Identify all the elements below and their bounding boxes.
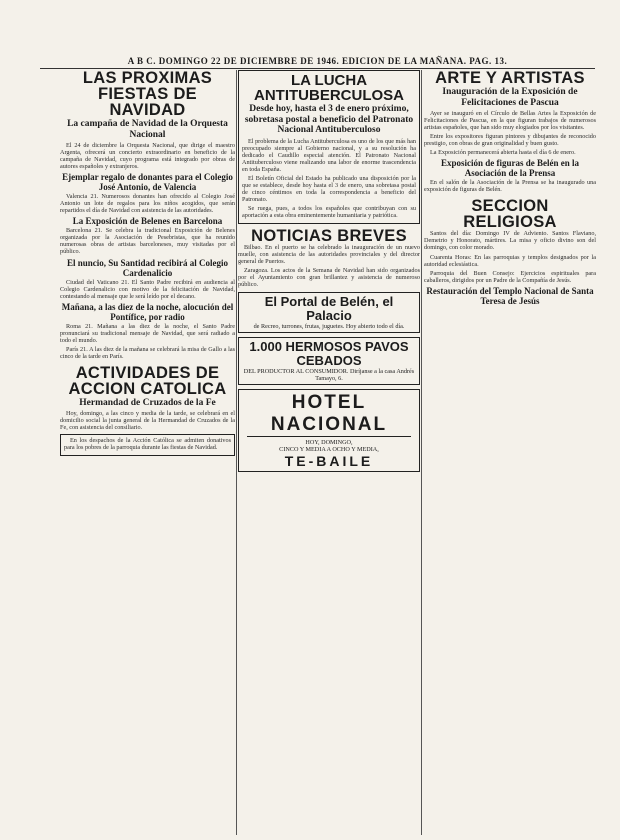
deck-felicitaciones: Inauguración de la Exposición de Felicitaciones de Pascua — [442, 87, 578, 108]
notice-text: En los despachos de la Acción Católica se admiten donativos para los pobres de la parroquia durante las fiestas de Navidad. — [64, 436, 231, 451]
article-body: Parroquia del Buen Consejo: Ejercicios espirituales para caballeros, dirigidos por un Padre de la Compañía de Jesús. — [424, 269, 596, 284]
subhead-figuras-belen: Exposición de figuras de Belén en la Asociación de la Prensa — [440, 158, 579, 179]
ad-title: El Portal de Belén, el Palacio — [264, 294, 394, 324]
ad-pavos — [238, 337, 420, 385]
ad-title: 1.000 HERMOSOS PAVOS CEBADOS — [249, 339, 409, 369]
ad-hotel-nacional — [238, 389, 420, 472]
subhead-belenes: La Exposición de Belenes en Barcelona — [72, 216, 223, 227]
ad-portal-belen — [238, 292, 420, 333]
column-divider — [421, 70, 422, 835]
article-body: Roma 21. Mañana a las diez de la noche, el Santo Padre pronunciará su tradicional mensaje de Navidad, que será radiado a todo el mundo. — [60, 322, 235, 344]
article-body: El problema de la Lucha Antituberculosa es uno de los que más han preocupado siempre al Gobierno nacional, y a su resolución ha dedicado el Caudillo especial atención. El Patronato Nacional Antituberculoso viene realizando una labor de enorme trascendencia en toda España. — [242, 137, 416, 173]
article-body: Hoy, domingo, a las cinco y media de la tarde, se celebrará en el domicilio social la junta general de la Hermandad de Cruzados de la Fe, con asistencia del consiliario. — [60, 410, 235, 432]
headline-arte-artistas: ARTE Y ARTISTAS — [435, 70, 585, 87]
subhead-colegio: Ejemplar regalo de donantes para el Colegio José Antonio, de Valencia — [62, 172, 233, 193]
headline-noticias-breves: NOTICIAS BREVES — [251, 227, 407, 246]
subhead-nuncio: El nuncio, Su Santidad recibirá al Colegio Cardenalicio — [66, 257, 229, 278]
ad-hotel-title: HOTEL NACIONAL — [247, 392, 411, 437]
article-body: Entre los expositores figuran pintores y dibujantes de reconocido prestigio, con obras de gran originalidad y buen gusto. — [424, 133, 596, 148]
article-body: La Exposición permanecerá abierta hasta el día 6 de enero. — [430, 149, 576, 157]
article-body: Se ruega, pues, a todos los españoles que contribuyan con su aportación a esta obra eminentemente humanitaria y patriótica. — [242, 204, 416, 219]
column-center — [238, 70, 420, 840]
column-divider — [236, 70, 237, 835]
article-body: El 24 de diciembre la Orquesta Nacional, que dirige el maestro Argenta, ofrecerá un concierto extraordinario en beneficio de la campaña de Navidad, cuyo programa está integrado por obras de autores españoles y extranjeros. — [60, 142, 235, 171]
ad-hotel-line: HOY, DOMINGO, — [305, 439, 353, 447]
article-body: En el salón de la Asociación de la Prensa se ha inaugurado una exposición de figuras de Belén. — [424, 179, 596, 194]
article-body: Cuarenta Horas: En las parroquias y templos designados por la autoridad eclesiástica. — [424, 253, 596, 268]
headline-lucha-antituberculosa: LA LUCHA ANTITUBERCULOSA — [254, 72, 404, 104]
ad-text: DEL PRODUCTOR AL CONSUMIDOR. Diríjanse a la casa Andrés Tamayo, 6. — [243, 368, 415, 383]
deck-cruzados: Hermandad de Cruzados de la Fe — [79, 397, 216, 408]
notice-box — [60, 434, 235, 456]
ad-te-baile: TE-BAILE — [284, 453, 374, 470]
column-right — [424, 70, 596, 840]
article-body: París 21. A las diez de la mañana se celebrará la misa de Gallo a las cinco de la tarde en París. — [60, 345, 235, 360]
article-body: Zaragoza. Los actos de la Semana de Navidad han sido organizados por el Ayuntamiento con gran brillantez y asistencia de numeroso público. — [238, 267, 420, 289]
subhead-restauracion: Restauración del Templo Nacional de Santa Teresa de Jesús — [426, 285, 594, 306]
article-body: Barcelona 21. Se celebra la tradicional Exposición de Belenes organizada por la Asociación de Pesebristas, que ha reunido numerosas obras de artistas barceloneses, muy visitadas por el público. — [60, 227, 235, 256]
article-body: Valencia 21. Numerosos donantes han ofrecido al Colegio José Antonio un lote de regalos para los niños acogidos, que serán repartidos el día de Navidad con asistencia de las autoridades. — [60, 193, 235, 215]
column-left — [60, 70, 235, 840]
article-body: Bilbao. En el puerto se ha celebrado la inauguración de un nuevo muelle, con asistencia de las autoridades provinciales y del director general de Puertos. — [238, 244, 420, 266]
deck-sobretasa: Desde hoy, hasta el 3 de enero próximo, sobretasa postal a beneficio del Patronato Nacional Antituberculoso — [244, 104, 414, 135]
headline-accion-catolica: ACTIVIDADES DE ACCION CATOLICA — [68, 363, 227, 398]
article-body: Ciudad del Vaticano 21. El Santo Padre recibirá en audiencia al Colegio Cardenalicio con motivo de la felicitación de Navidad, contestando al mensaje que le será leído por el decano. — [60, 278, 235, 300]
deck-orquesta: La campaña de Navidad de la Orquesta Nacional — [67, 119, 228, 140]
headline-seccion-religiosa: SECCION RELIGIOSA — [463, 197, 557, 232]
lucha-box — [238, 70, 420, 224]
ad-hotel-line: CINCO Y MEDIA A OCHO Y MEDIA, — [279, 446, 379, 454]
article-body: El Boletín Oficial del Estado ha publicado una disposición por la que se establece, desde hoy hasta el 3 de enero, una sobretasa postal de cinco céntimos en toda la correspondencia a beneficio del Patronato. — [242, 174, 416, 203]
headline-fiestas-navidad: LAS PROXIMAS FIESTAS DE NAVIDAD — [82, 70, 213, 119]
ad-text: de Recreo, turrones, frutas, juguetes. Hoy abierto todo el día. — [253, 323, 405, 331]
subhead-alocucion: Mañana, a las diez de la noche, alocución del Pontífice, por radio — [61, 301, 234, 322]
article-body: Santos del día: Domingo IV de Adviento. Santos Flaviano, Demetrio y Honorato, mártires. La misa y oficio divino son del domingo, con color morado. — [424, 230, 596, 252]
masthead: A B C. DOMINGO 22 DE DICIEMBRE DE 1946. EDICION DE LA MAÑANA. PAG. 13. — [40, 56, 595, 69]
article-body: Ayer se inauguró en el Círculo de Bellas Artes la Exposición de Felicitaciones de Pascua, en la que figuran trabajos de numerosos artistas españoles, que han sido muy elogiados por los visitantes. — [424, 110, 596, 132]
